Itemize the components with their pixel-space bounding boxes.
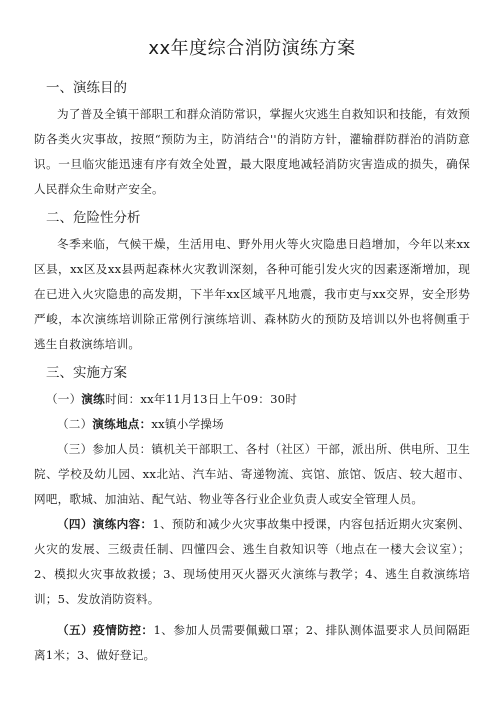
- plan-item-label: （二）: [57, 417, 93, 431]
- section-heading-risk-analysis: 二、危险性分析: [46, 210, 141, 226]
- plan-item-label: （五）: [57, 623, 94, 637]
- plan-item-participants: [34, 437, 470, 512]
- plan-item-label: （四）: [57, 517, 93, 531]
- plan-item-key: 演练地点：: [92, 417, 152, 431]
- plan-item-time: [34, 387, 470, 412]
- plan-item-key: 疫情防控：: [93, 623, 154, 637]
- section-heading-purpose: 一、演练目的: [46, 80, 127, 96]
- section-body-risk-analysis: 冬季来临，气候干燥，生活用电、野外用火等火灾隐患日趋增加，今年以来xx区县，xx区及xx县两起森林火灾教训深刻，各种可能引发火灾的因素逐渐增加，现在已进入火灾隐患的高发期，下半年xx区域平凡地震，我市吏与xx交界，安全形势严峻，本次演练培训除正常例行演练培训、森林防火的预防及培训以外也将侧重于逃生自救演练培训。: [34, 237, 470, 351]
- plan-item-text: 1、参加人员需要佩戴口罩；2、排队测体温要求人员间隔距离1米；3、做好登记。: [34, 623, 470, 662]
- plan-item-text: 1、预防和减少火灾事故集中授课，内容包括近期火灾案例、火灾的发展、三级责任制、四懂四会、逃生自救知识等（地点在一楼大会议室）；2、模拟火灾事故救援；3、现场使用灭火器灭火演练与教学；4、逃生自救演练培训；5、发放消防资料。: [34, 517, 470, 606]
- plan-item-text: xx镇小学操场: [151, 417, 224, 431]
- plan-item-label: （三）: [57, 442, 93, 456]
- section-heading-implementation: 三、实施方案: [46, 365, 127, 381]
- section-body-purpose: 为了普及全镇干部职工和群众消防常识，掌握火灾逃生自救知识和技能，有效预防各类火灾事故，按照“预防为主，防消结合''的消防方针，灌输群防群治的消防意识。一旦临灾能迅速有序有效全处置，最大限度地减轻消防灾害造成的损失，确保人民群众生命财产安全。: [34, 107, 470, 196]
- plan-item-content: [34, 512, 470, 612]
- plan-item-label: （一）: [46, 392, 82, 406]
- plan-item-key: 演练: [81, 392, 105, 406]
- plan-item-epidemic-control: [34, 618, 470, 668]
- document-title: xx年度综合消防演练方案: [148, 38, 356, 59]
- plan-item-text: 参加人员：镇机关干部职工、各村（社区）干部，派出所、供电所、卫生院、学校及幼儿园、xx北站、汽车站、寄递物流、宾馆、旅馆、饭店、较大超市、网吧，歌城、加油站、配气站、物业等各行业企业负责人或安全管理人员。: [34, 442, 470, 506]
- plan-item-key: 演练内容：: [92, 517, 153, 531]
- plan-item-text: 时间：xx年11月13日上午09：30时: [104, 392, 298, 406]
- plan-item-location: [34, 412, 470, 437]
